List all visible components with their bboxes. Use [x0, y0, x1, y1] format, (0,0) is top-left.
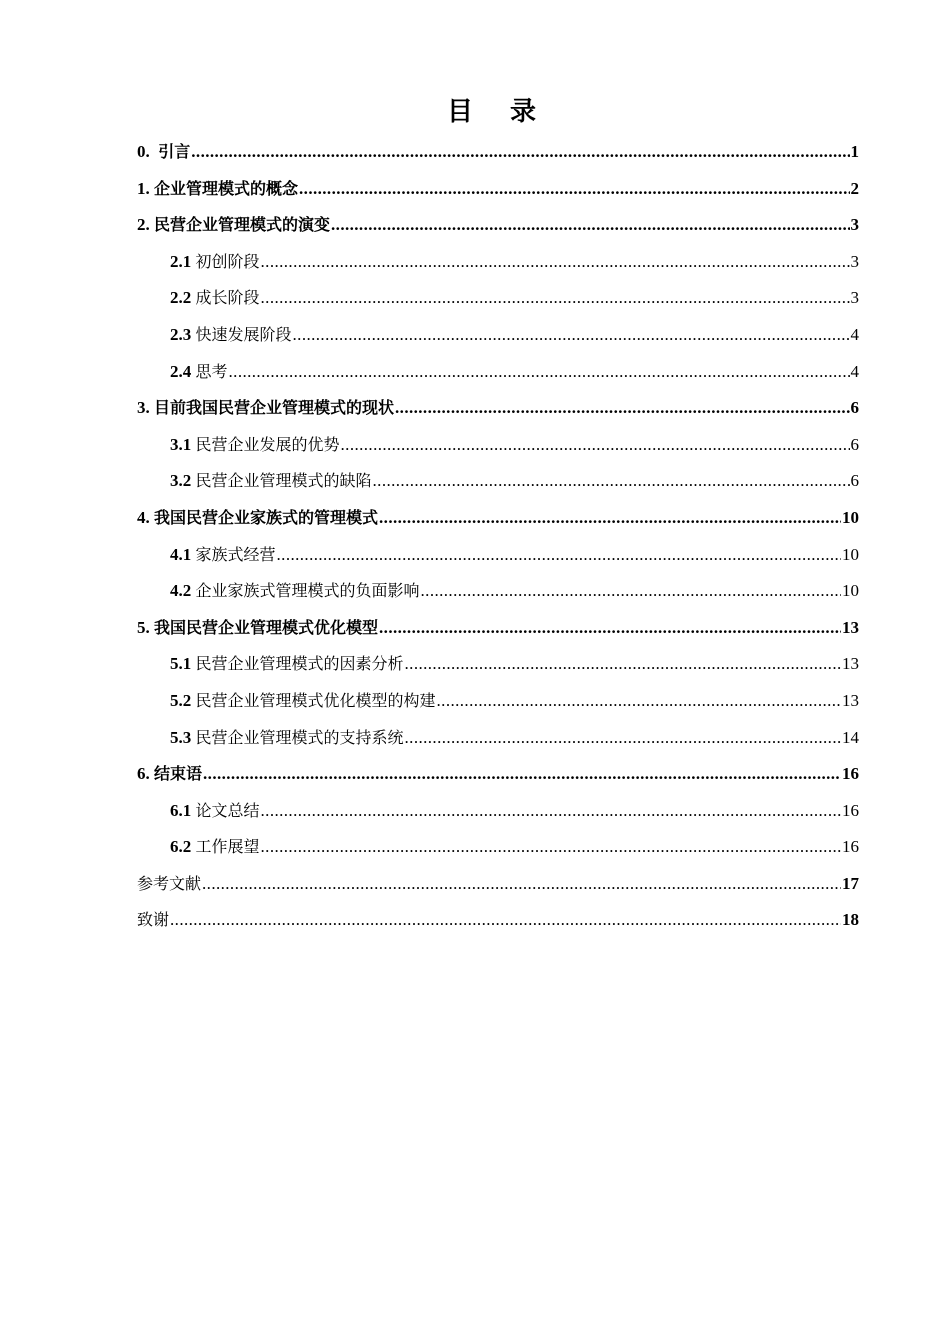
toc-entry-number: 3.2 [170, 471, 192, 491]
toc-entry[interactable] [137, 317, 859, 354]
toc-entry-number: 6. [137, 764, 150, 784]
toc-entry-number: 3. [137, 398, 150, 418]
toc-title: 目 录 [446, 97, 551, 127]
toc-entry-page: 18 [842, 910, 859, 930]
toc-entry-number: 1. [137, 178, 150, 198]
toc-entry-title: 我国民营企业管理模式优化模型 [154, 617, 379, 637]
toc-entry-number: 2.4 [170, 361, 192, 381]
toc-entry-page: 16 [842, 764, 859, 784]
toc-entry-title: 民营企业管理模式优化模型的构建 [195, 690, 436, 710]
toc-entry-title: 初创阶段 [195, 251, 260, 271]
toc-entry-page: 6 [850, 434, 859, 454]
toc-entry-number: 5. [137, 617, 150, 637]
toc-leader-dots [341, 427, 850, 464]
toc-leader-dots [261, 829, 841, 866]
toc-entry[interactable] [137, 134, 859, 171]
toc-entry-page: 10 [842, 581, 859, 601]
toc-entry-page: 4 [850, 361, 859, 381]
toc-entry-acknowledgements[interactable] [137, 902, 859, 939]
toc-leader-dots [379, 500, 841, 537]
toc-entry-title: 民营企业管理模式的缺陷 [195, 471, 372, 491]
toc-entry-page: 3 [850, 215, 859, 235]
toc-entry[interactable] [137, 573, 859, 610]
toc-entry[interactable] [137, 756, 859, 793]
toc-entry-page: 1 [850, 142, 859, 161]
toc-leader-dots [229, 354, 850, 391]
toc-entry-title: 成长阶段 [195, 288, 260, 308]
toc-leader-dots [405, 646, 841, 683]
toc-leader-dots [373, 463, 850, 500]
toc-entry-title: 民营企业管理模式的支持系统 [195, 727, 404, 747]
toc-leader-dots [331, 207, 849, 244]
toc-entry-page: 17 [842, 873, 859, 893]
toc-entry-page: 6 [850, 398, 859, 418]
toc-entry-page: 13 [842, 617, 859, 637]
toc-entry-number: 2.3 [170, 324, 192, 344]
toc-entry-number: 0. [137, 142, 150, 161]
toc-entry[interactable] [137, 244, 859, 281]
toc-leader-dots [261, 244, 850, 281]
toc-leader-dots [395, 390, 849, 427]
toc-entry-title: 工作展望 [195, 837, 260, 857]
toc-entry[interactable] [137, 171, 859, 208]
toc-entry-number: 4.1 [170, 544, 192, 564]
toc-entry-title: 我国民营企业家族式的管理模式 [154, 507, 379, 527]
toc-entry[interactable] [137, 427, 859, 464]
toc-entry-title: 致谢 [137, 910, 170, 930]
toc-leader-dots [202, 866, 841, 903]
toc-leader-dots [421, 573, 841, 610]
toc-leader-dots [170, 902, 841, 939]
toc-entry-page: 2 [850, 178, 859, 198]
toc-entry-number: 5.2 [170, 690, 192, 710]
toc-entry-title: 目前我国民营企业管理模式的现状 [154, 398, 395, 418]
toc-entry-page: 13 [842, 690, 859, 710]
toc-entry[interactable] [137, 829, 859, 866]
toc-entry-number: 6.1 [170, 800, 192, 820]
toc-entry-title: 参考文献 [137, 873, 202, 893]
toc-entry-number: 2.1 [170, 251, 192, 271]
toc-entry-title: 民营企业发展的优势 [195, 434, 340, 454]
toc-entry[interactable] [137, 646, 859, 683]
toc-entry[interactable] [137, 793, 859, 830]
toc-entry-number: 2.2 [170, 288, 192, 308]
toc-entry-number: 5.1 [170, 654, 192, 674]
toc-entry[interactable] [137, 720, 859, 757]
toc-entry-title: 企业管理模式的概念 [154, 178, 299, 198]
toc-leader-dots [299, 171, 849, 208]
toc-entry-title: 思考 [195, 361, 228, 381]
toc-entry-page: 3 [850, 251, 859, 271]
toc-entry-page: 13 [842, 654, 859, 674]
toc-entry-references[interactable] [137, 866, 859, 903]
toc-list [137, 134, 859, 939]
toc-leader-dots [437, 683, 841, 720]
toc-entry-page: 10 [842, 507, 859, 527]
toc-entry-page: 16 [842, 800, 859, 820]
toc-entry[interactable] [137, 500, 859, 537]
toc-leader-dots [405, 720, 841, 757]
toc-entry-number: 2. [137, 215, 150, 235]
toc-entry-title: 民营企业管理模式的演变 [154, 215, 331, 235]
toc-entry-title: 引言 [158, 142, 191, 161]
toc-entry-number: 4.2 [170, 581, 192, 601]
toc-entry-number: 6.2 [170, 837, 192, 857]
toc-entry-number: 4. [137, 507, 150, 527]
toc-entry-page: 4 [850, 324, 859, 344]
toc-leader-dots [293, 317, 850, 354]
toc-entry-page: 14 [842, 727, 859, 747]
toc-entry-page: 10 [842, 544, 859, 564]
toc-entry[interactable] [137, 610, 859, 647]
toc-leader-dots [379, 610, 841, 647]
toc-entry-title: 民营企业管理模式的因素分析 [195, 654, 404, 674]
toc-leader-dots [261, 280, 850, 317]
toc-entry-number: 3.1 [170, 434, 192, 454]
toc-entry[interactable] [137, 207, 859, 244]
toc-leader-dots [277, 537, 841, 574]
toc-entry[interactable] [137, 280, 859, 317]
toc-entry-page: 16 [842, 837, 859, 857]
toc-entry-separator [150, 134, 159, 171]
toc-leader-dots [191, 134, 849, 171]
toc-entry-title: 企业家族式管理模式的负面影响 [195, 581, 420, 601]
toc-entry-title: 快速发展阶段 [195, 324, 292, 344]
toc-entry[interactable] [137, 683, 859, 720]
toc-entry-number: 5.3 [170, 727, 192, 747]
toc-entry-page: 3 [850, 288, 859, 308]
toc-entry-page: 6 [850, 471, 859, 491]
toc-entry[interactable] [137, 537, 859, 574]
toc-entry-title: 家族式经营 [195, 544, 276, 564]
toc-entry[interactable] [137, 354, 859, 391]
toc-entry[interactable] [137, 463, 859, 500]
toc-entry-title: 论文总结 [195, 800, 260, 820]
toc-entry[interactable] [137, 390, 859, 427]
toc-leader-dots [203, 756, 841, 793]
toc-leader-dots [261, 793, 841, 830]
toc-entry-title: 结束语 [154, 764, 203, 784]
